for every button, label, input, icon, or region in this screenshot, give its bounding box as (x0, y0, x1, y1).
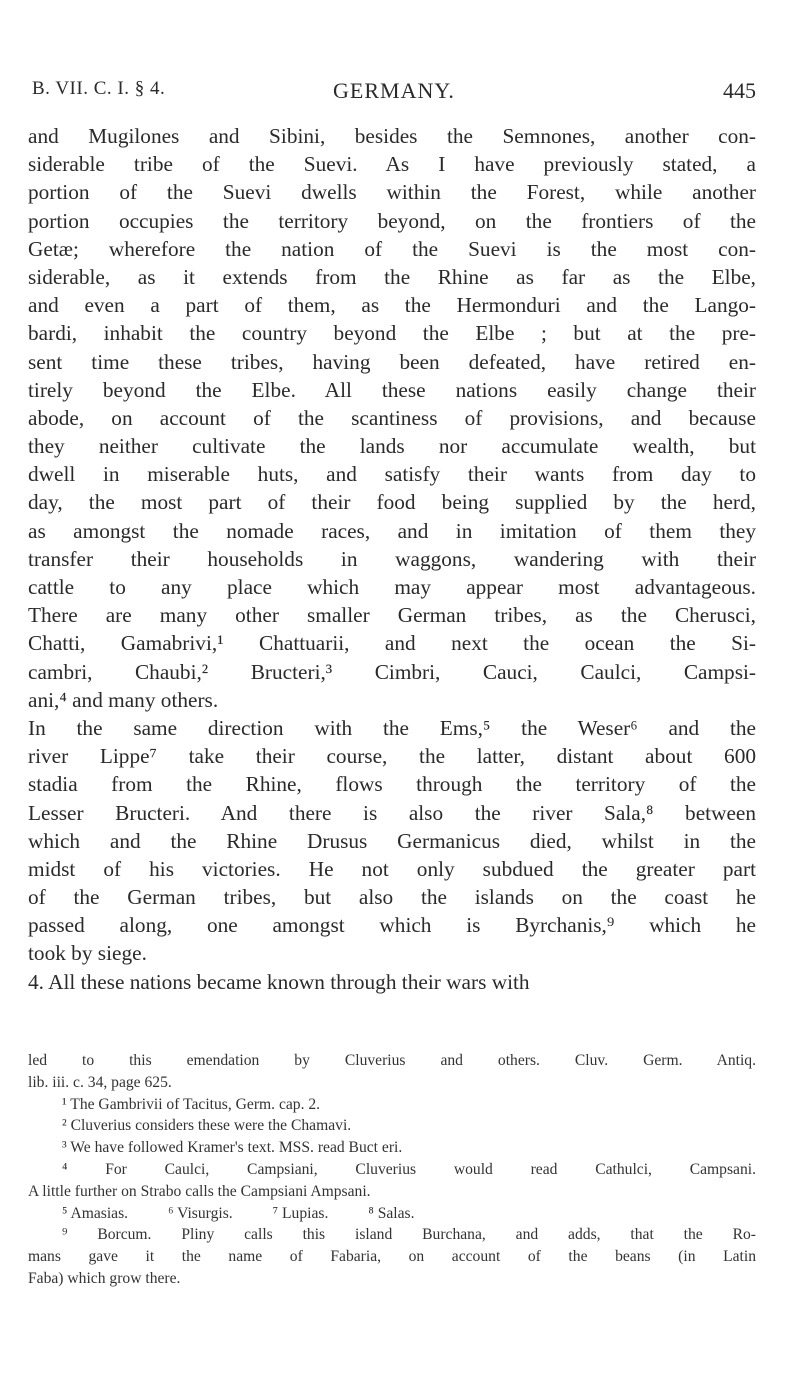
text-line: they neither cultivate the lands nor accumulate wealth, but (28, 434, 756, 459)
text-line: as amongst the nomade races, and in imitation of them they (28, 518, 756, 543)
text-line: took by siege. (28, 941, 147, 966)
text-line: portion of the Suevi dwells within the Forest, while another (28, 180, 756, 205)
text-line: cambri, Chaubi,² Bructeri,³ Cimbri, Cauci, Caulci, Campsi- (28, 659, 756, 684)
text-line: bardi, inhabit the country beyond the Elbe ; but at the pre- (28, 321, 756, 346)
footnote-9-cont: Faba) which grow there. (28, 1269, 181, 1287)
text-line: cattle to any place which may appear most advantageous. (28, 575, 756, 599)
text-line: ani,⁴ and many others. (28, 687, 219, 712)
text-line: day, the most part of their food being supplied by the herd, (28, 490, 756, 515)
page-number: 445 (723, 78, 756, 103)
footnote-line: lib. iii. c. 34, page 625. (28, 1073, 172, 1091)
text-line: which and the Rhine Drusus Germanicus died, whilst in the (28, 828, 756, 853)
text-line: There are many other smaller German tribes, as the Cherusci, (28, 603, 756, 628)
text-line: transfer their households in waggons, wandering with their (28, 546, 756, 571)
footnote-4-cont: A little further on Strabo calls the Campsiani Ampsani. (28, 1182, 371, 1200)
text-line: siderable, as it extends from the Rhine as far as the Elbe, (28, 264, 756, 289)
text-line: of the German tribes, but also the islands on the coast he (28, 885, 756, 910)
footnote-2: ² Cluverius considers these were the Chamavi. (62, 1117, 352, 1135)
text-line: siderable tribe of the Suevi. As I have previously stated, a (28, 152, 756, 177)
main-text (28, 122, 756, 996)
text-line: abode, on account of the scantiness of provisions, and because (28, 405, 756, 430)
footnotes-5-8 (28, 1203, 756, 1225)
footnote-9-cont: mans gave it the name of Fabaria, on account of the beans (in Latin (28, 1248, 756, 1266)
footnote-5: ⁵ Amasias. (62, 1204, 129, 1222)
text-line: midst of his victories. He not only subdued the greater part (28, 856, 756, 881)
text-line: 4. All these nations became known through their wars with (28, 969, 530, 994)
footnote-line: led to this emendation by Cluverius and others. Cluv. Germ. Antiq. (28, 1052, 756, 1069)
text-line: passed along, one amongst which is Byrchanis,⁹ which he (28, 913, 756, 938)
text-line: Lesser Bructeri. And there is also the river Sala,⁸ between (28, 800, 756, 825)
footnote-1: ¹ The Gambrivii of Tacitus, Germ. cap. 2. (62, 1095, 321, 1113)
text-line: dwell in miserable huts, and satisfy their wants from day to (28, 462, 756, 487)
text-line: sent time these tribes, having been defeated, have retired en- (28, 349, 756, 374)
footnote-8: ⁸ Salas. (368, 1204, 415, 1222)
running-header (32, 78, 756, 108)
text-line: tirely beyond the Elbe. All these nations easily change their (28, 377, 756, 402)
text-line: and even a part of them, as the Hermonduri and the Lango- (28, 293, 756, 318)
text-line: portion occupies the territory beyond, on the frontiers of the (28, 208, 756, 233)
text-line: Getæ; wherefore the nation of the Suevi is the most con- (28, 236, 756, 261)
footnote-3: ³ We have followed Kramer's text. MSS. read Buct eri. (62, 1139, 403, 1157)
footnote-4: ⁴ For Caulci, Campsiani, Cluverius would read Cathulci, Campsani. (62, 1160, 756, 1178)
text-line: Chatti, Gamabrivi,¹ Chattuarii, and next the ocean the Si- (28, 631, 756, 656)
footnote-6: ⁶ Visurgis. (168, 1204, 233, 1222)
section-reference: B. VII. C. I. § 4. (32, 78, 166, 99)
footnote-9: ⁹ Borcum. Pliny calls this island Burchana, and adds, that the Ro- (62, 1226, 756, 1244)
text-line: In the same direction with the Ems,⁵ the Weser⁶ and the (28, 715, 756, 740)
footnote-7: ⁷ Lupias. (272, 1204, 329, 1222)
running-title: GERMANY. (333, 78, 455, 103)
text-line: and Mugilones and Sibini, besides the Semnones, another con- (28, 124, 756, 148)
text-line: stadia from the Rhine, flows through the territory of the (28, 772, 756, 797)
footnotes (28, 1050, 756, 1290)
text-line: river Lippe⁷ take their course, the latter, distant about 600 (28, 744, 756, 769)
